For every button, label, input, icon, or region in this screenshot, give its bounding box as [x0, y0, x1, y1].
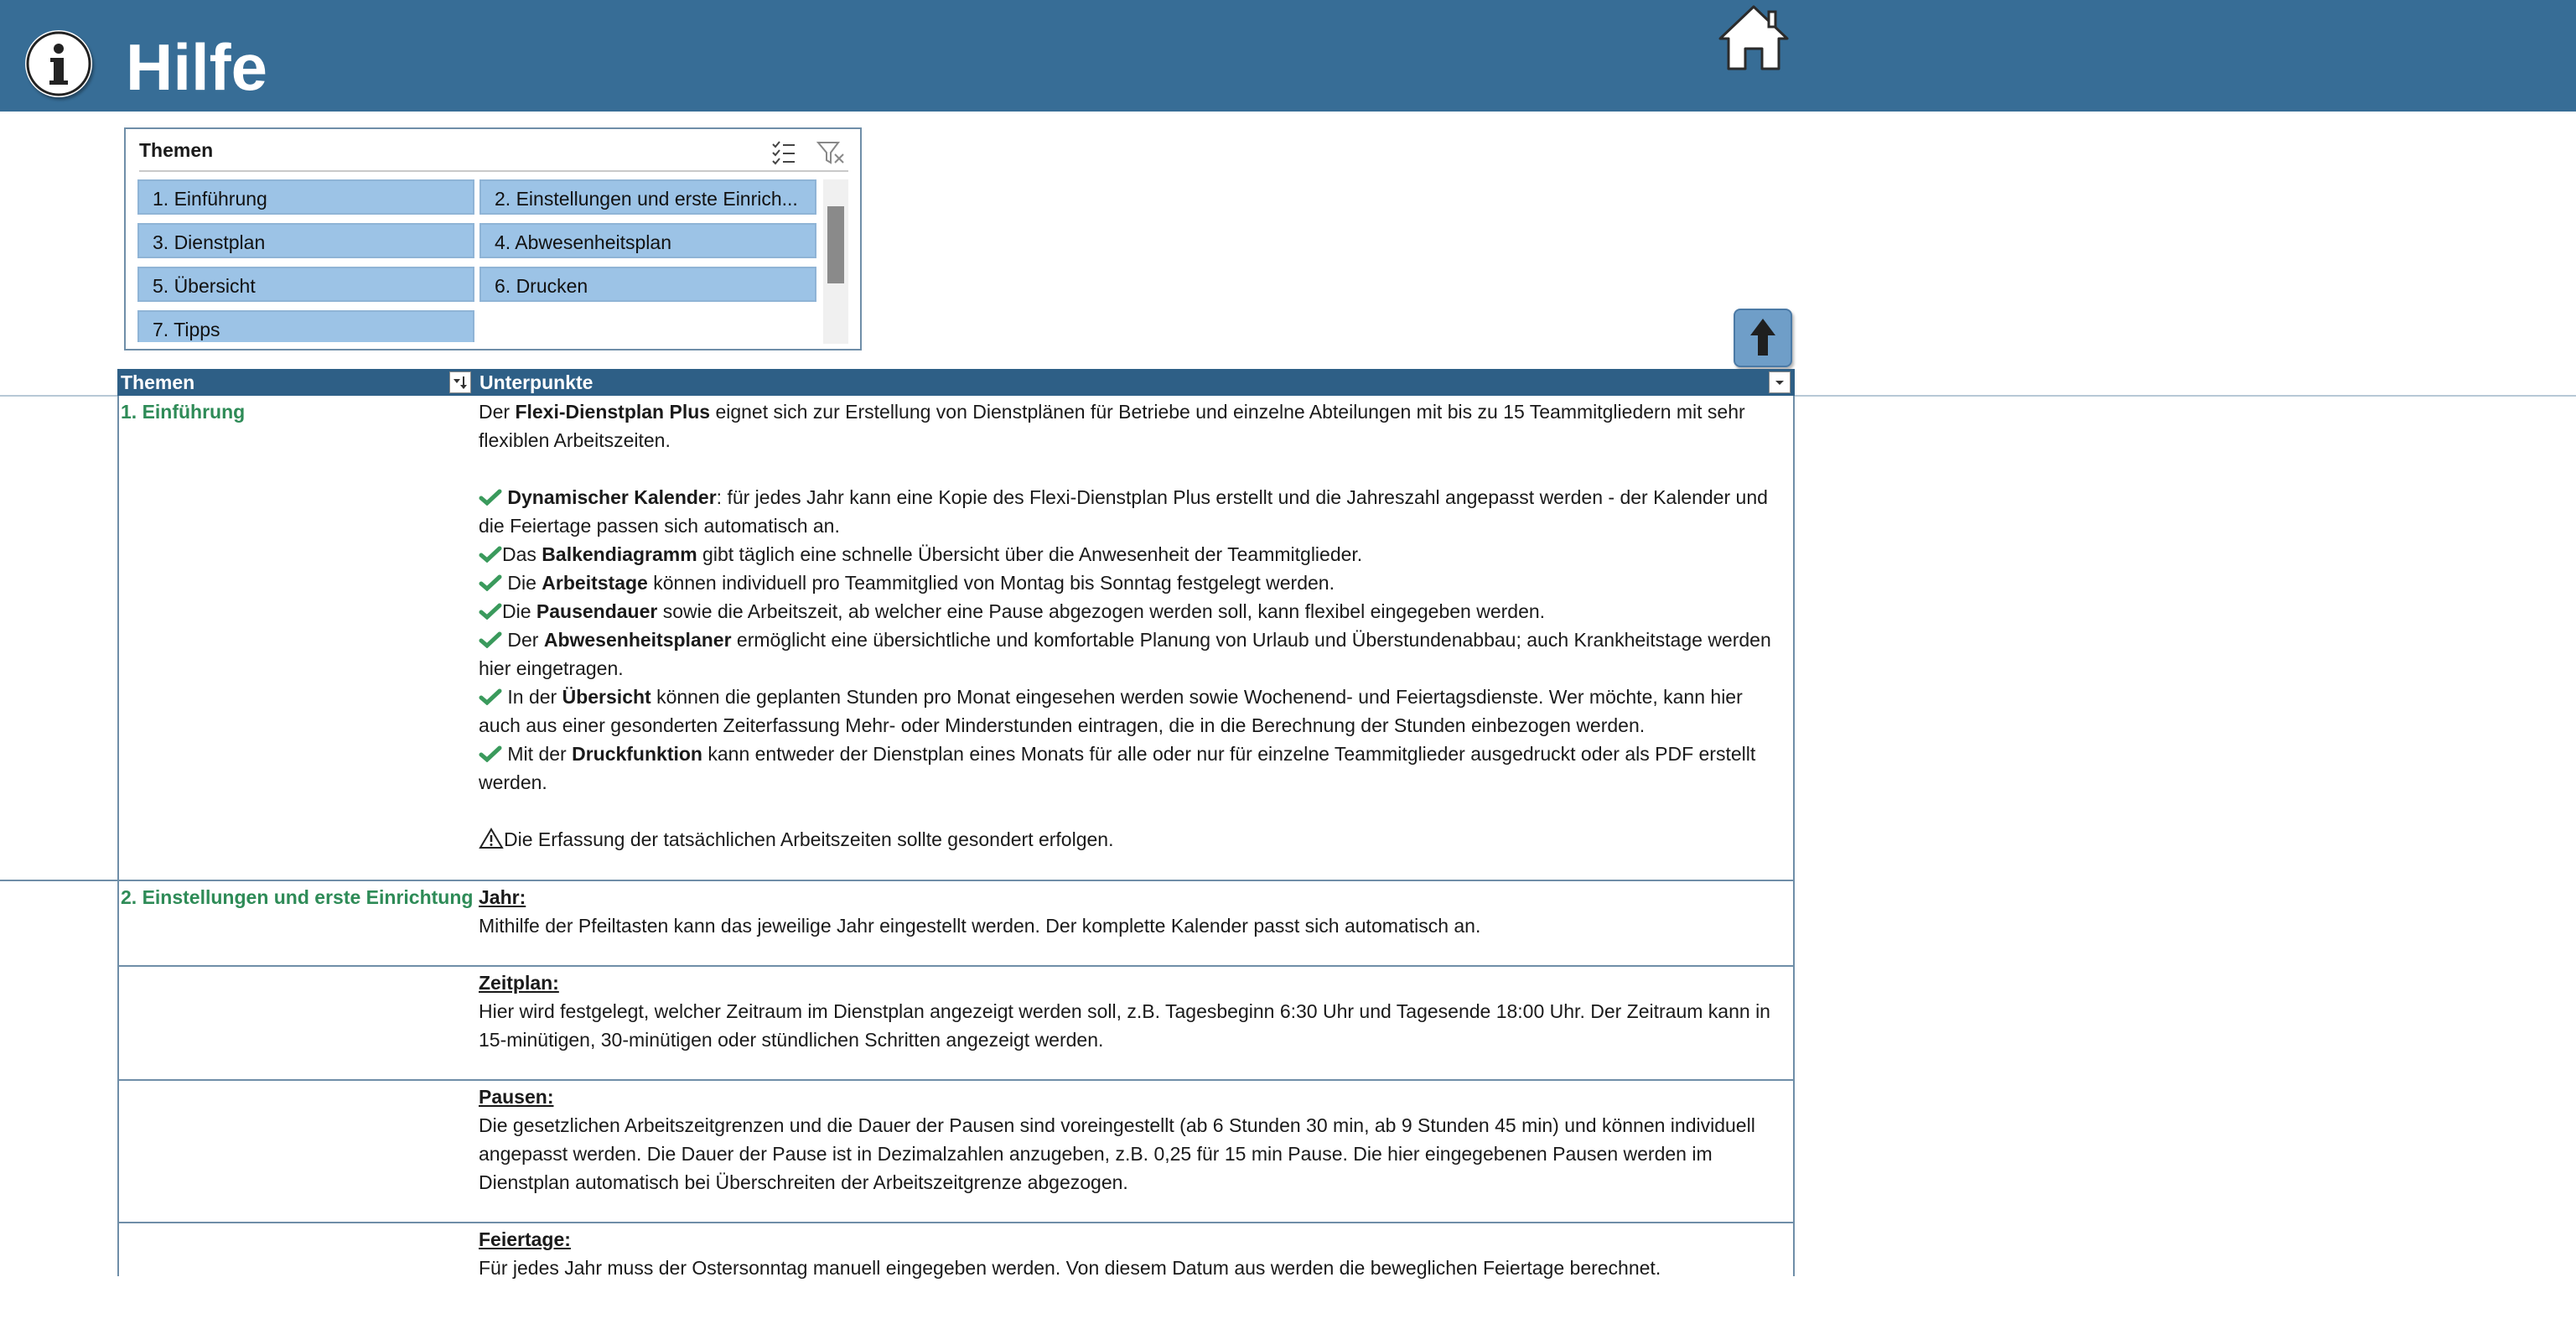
slicer-item-drucken[interactable]: 6. Drucken: [479, 267, 816, 302]
home-icon: [1717, 3, 1791, 70]
table-row: [117, 396, 1795, 881]
themen-slicer: [124, 127, 862, 350]
topic-details: [479, 883, 1786, 940]
grid-line: [0, 395, 117, 397]
check-icon: [479, 546, 502, 563]
chevron-down-icon: [1770, 372, 1790, 392]
table-row: [117, 1223, 1795, 1324]
topic-details: [479, 397, 1786, 854]
table-row: [117, 1081, 1795, 1223]
section-text: Für jedes Jahr muss der Ostersonntag manuell eingegeben werden. Von diesem Datum aus werden die beweglichen Feiertage berechnet.: [479, 1257, 1661, 1279]
grid-line: [0, 880, 117, 881]
slicer-item-einfuehrung[interactable]: 1. Einführung: [137, 179, 474, 215]
topic-details: [479, 968, 1786, 1054]
feature-bullet: Der Abwesenheitsplaner ermöglicht eine übersichtliche und komfortable Planung von Urlaub und Überstundenabbau; auch Krankheitstage werden hier eingetragen.: [479, 629, 1771, 679]
slicer-scrollbar[interactable]: [823, 179, 848, 344]
check-icon: [479, 745, 502, 762]
themen-filter-button[interactable]: [449, 371, 471, 393]
check-icon: [479, 574, 502, 591]
section-text: Hier wird festgelegt, welcher Zeitraum im Dienstplan angezeigt werden soll, z.B. Tagesbeginn 6:30 Uhr und Tagesende 18:00 Uhr. Der Zeitraum kann in 15-minütigen, 30-minütigen oder stündlichen Schritten angezeigt werden.: [479, 1000, 1770, 1051]
multi-select-icon[interactable]: [768, 138, 800, 168]
topic-label: 1. Einführung: [121, 401, 246, 423]
feature-bullet: Die Arbeitstage können individuell pro Teammitglied von Montag bis Sonntag festgelegt werden.: [479, 569, 1786, 597]
col-header-unterpunkte: Unterpunkte: [479, 371, 593, 393]
feature-bullet: In der Übersicht können die geplanten Stunden pro Monat eingesehen werden sowie Wochenend- und Feiertagsdienste. Wer möchte, kann hier auch aus einer gesonderten Zeiterfassung Mehr- oder Minderstunden eintragen, die in die Berechnung der Stunden einbezogen werden.: [479, 686, 1743, 736]
header-bar: [0, 0, 2576, 112]
feature-bullet: Die Pausendauer sowie die Arbeitszeit, ab welcher eine Pause abgezogen werden soll, kann flexibel eingegeben werden.: [479, 597, 1786, 626]
table-row: [117, 967, 1795, 1081]
scroll-top-button[interactable]: [1734, 309, 1792, 367]
warning-note: Die Erfassung der tatsächlichen Arbeitszeiten sollte gesondert erfolgen.: [479, 825, 1786, 854]
table-row: [117, 881, 1795, 967]
warning-icon: [479, 828, 504, 849]
slicer-title: Themen: [139, 139, 214, 161]
slicer-item-abwesenheitsplan[interactable]: 4. Abwesenheitsplan: [479, 223, 816, 258]
page-title: Hilfe: [126, 30, 268, 104]
slicer-item-uebersicht[interactable]: 5. Übersicht: [137, 267, 474, 302]
check-icon: [479, 603, 502, 620]
feature-bullet: Das Balkendiagramm gibt täglich eine schnelle Übersicht über die Anwesenheit der Teammitglieder.: [479, 540, 1786, 569]
col-header-themen: Themen: [121, 371, 195, 393]
section-heading: Feiertage:: [479, 1228, 571, 1250]
feature-bullet: Mit der Druckfunktion kann entweder der Dienstplan eines Monats für alle oder nur für einzelne Teammitglieder ausgedruckt oder als PDF erstellt werden.: [479, 743, 1756, 793]
slicer-item-dienstplan[interactable]: 3. Dienstplan: [137, 223, 474, 258]
arrow-up-icon: [1735, 310, 1791, 366]
check-icon: [479, 489, 502, 506]
slicer-items: [137, 179, 833, 342]
intro-paragraph: Der Flexi-Dienstplan Plus eignet sich zur Erstellung von Dienstplänen für Betriebe und einzelne Abteilungen mit bis zu 15 Teammitgliedern mit sehr flexiblen Arbeitszeiten.: [479, 401, 1745, 451]
slicer-item-tipps[interactable]: 7. Tipps: [137, 310, 474, 342]
info-icon: [25, 30, 92, 97]
topic-details: [479, 1225, 1786, 1282]
table-header: [117, 369, 1795, 396]
sort-filter-icon: [450, 372, 470, 392]
check-icon: [479, 631, 502, 648]
feature-bullet: Dynamischer Kalender: für jedes Jahr kann eine Kopie des Flexi-Dienstplan Plus erstellt und die Jahreszahl angepasst werden - der Kalender und die Feiertage passen sich automatisch an.: [479, 486, 1768, 537]
topic-label: 2. Einstellungen und erste Einrichtung: [121, 886, 474, 908]
section-heading: Zeitplan:: [479, 972, 559, 994]
clear-filter-icon[interactable]: [815, 138, 847, 168]
slicer-item-einstellungen[interactable]: 2. Einstellungen und erste Einrich...: [479, 179, 816, 215]
slicer-scrollbar-thumb[interactable]: [827, 206, 844, 283]
check-icon: [479, 688, 502, 705]
unterpunkte-filter-button[interactable]: [1769, 371, 1791, 393]
section-text: Mithilfe der Pfeiltasten kann das jeweilige Jahr eingestellt werden. Der komplette Kalender passt sich automatisch an.: [479, 915, 1481, 937]
section-heading: Jahr:: [479, 886, 526, 908]
home-button[interactable]: [1717, 3, 1791, 70]
section-heading: Pausen:: [479, 1086, 554, 1108]
section-text: Die gesetzlichen Arbeitszeitgrenzen und die Dauer der Pausen sind voreingestellt (ab 6 Stunden 30 min, ab 9 Stunden 45 min) und können individuell angepasst werden. Die Dauer der Pause ist in Dezimalzahlen anzugeben, z.B. 0,25 für 15 min Pause. Die hier eingegebenen Pausen werden im Dienstplan automatisch bei Überschreiten der Arbeitszeitgrenze abgezogen.: [479, 1114, 1755, 1193]
grid-line: [1795, 395, 2576, 397]
slicer-divider: [139, 170, 848, 172]
topic-details: [479, 1083, 1786, 1197]
